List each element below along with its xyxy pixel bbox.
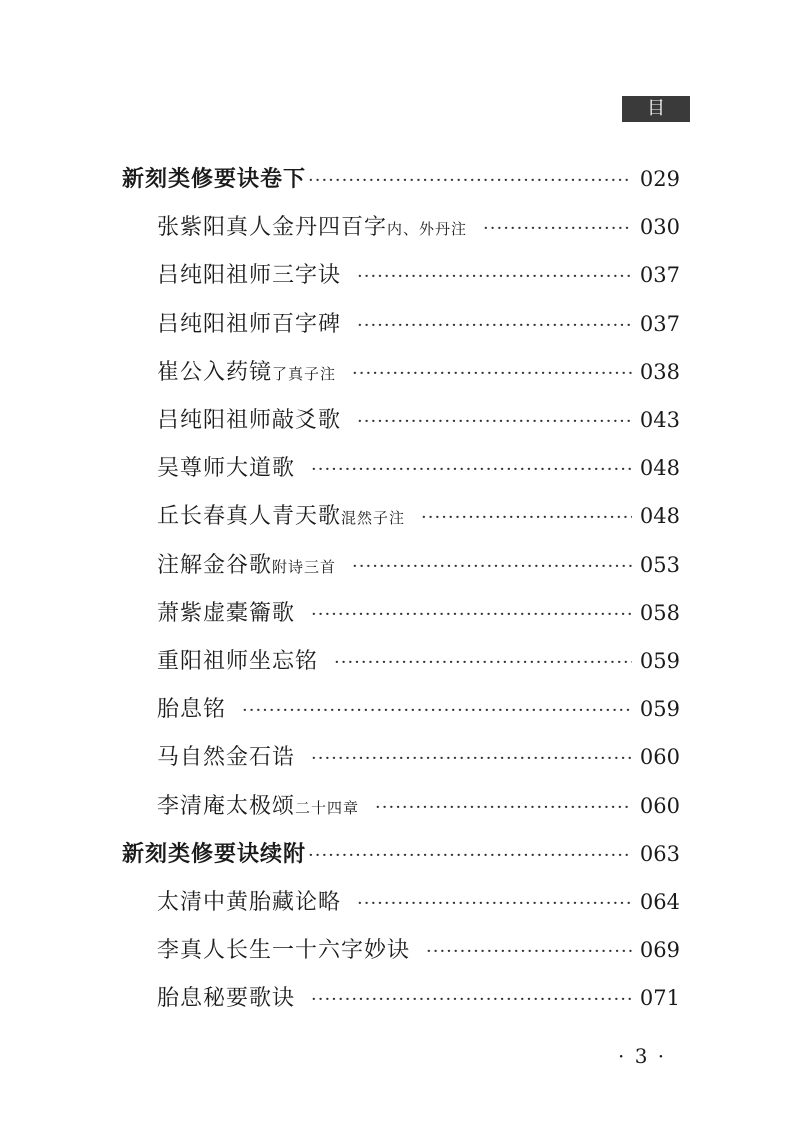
- toc-entry-row: [157, 689, 680, 729]
- toc-page-number: 048: [639, 456, 680, 481]
- toc-entry-row: [157, 352, 680, 392]
- toc-entry-title: 胎息秘要歌诀: [157, 986, 296, 1012]
- toc-page-number: 043: [639, 408, 680, 432]
- dot-leader: [357, 402, 632, 442]
- toc-page-number: 063: [639, 841, 680, 866]
- toc-entry-title: 胎息铭: [157, 697, 227, 723]
- toc-entry-row: [157, 641, 680, 681]
- toc-page-number: 029: [639, 167, 680, 191]
- toc-page-number: 058: [639, 600, 680, 625]
- toc-page-number: 030: [639, 215, 680, 240]
- dot-leader: [242, 691, 632, 731]
- toc-entry-note: 混然子注: [341, 509, 406, 528]
- dot-leader: [308, 836, 632, 876]
- dot-leader: [308, 161, 632, 201]
- toc-entry-row: [157, 882, 680, 922]
- toc-page-number: 060: [639, 745, 680, 770]
- toc-page-number: 038: [639, 359, 680, 384]
- toc-entry-row: [157, 737, 680, 777]
- toc-page-number: 048: [639, 504, 680, 529]
- toc-entry-note: 附诗三首: [272, 557, 337, 576]
- toc-entry-row: [157, 255, 680, 295]
- page-number-folio: · 3 ·: [618, 1044, 667, 1068]
- dot-leader: [352, 547, 632, 587]
- toc-entry-title: 吕纯阳祖师三字诀: [157, 263, 342, 289]
- toc-entry-note: 内、外丹注: [387, 220, 468, 239]
- dot-leader: [311, 739, 632, 779]
- toc-entry-row: [157, 207, 680, 247]
- toc-page-number: 060: [639, 793, 680, 818]
- toc-page-number: 037: [639, 263, 680, 288]
- toc-page-number: 053: [639, 552, 680, 577]
- dot-leader: [426, 932, 632, 972]
- dot-leader: [357, 306, 632, 346]
- toc-entry-row: [157, 400, 680, 440]
- toc-page-number: 059: [639, 697, 680, 722]
- toc-page-number: 071: [639, 986, 680, 1011]
- toc-entry-title: 李真人长生一十六字妙诀: [157, 938, 411, 964]
- toc-page-number: 069: [639, 938, 680, 963]
- toc-entry-title: 崔公入药镜: [157, 359, 273, 385]
- toc-entry-title: 太清中黄胎藏论略: [157, 890, 342, 915]
- toc-section-row: [122, 834, 680, 874]
- toc-entry-note: 二十四章: [295, 798, 360, 817]
- toc-entry-row: [157, 930, 680, 970]
- toc-entry-title: 张紫阳真人金丹四百字: [157, 215, 388, 241]
- toc-entry-title: 马自然金石诰: [157, 745, 296, 771]
- dot-leader: [421, 498, 632, 538]
- toc-entry-title: 吕纯阳祖师百字碑: [157, 311, 342, 337]
- dot-leader: [311, 595, 632, 635]
- dot-leader: [375, 788, 632, 828]
- toc-entry-row: [157, 593, 680, 633]
- toc-entry-row: [157, 448, 680, 488]
- toc-entry-row: [157, 545, 680, 585]
- toc-entry-row: [157, 978, 680, 1018]
- toc-entry-title: 吴尊师大道歌: [157, 456, 296, 482]
- toc-page-number: 064: [639, 890, 680, 914]
- dot-leader: [357, 257, 632, 297]
- toc-entry-title: 重阳祖师坐忘铭: [157, 649, 319, 674]
- dot-leader: [334, 643, 632, 683]
- toc-page-number: 037: [639, 311, 680, 336]
- toc-section-row: [122, 159, 680, 199]
- toc-entry-title: 萧紫虚橐籥歌: [157, 600, 296, 626]
- dot-leader: [483, 209, 632, 249]
- dot-leader: [357, 884, 632, 924]
- toc-entry-note: 了真子注: [272, 364, 337, 383]
- toc-entry-row: [157, 786, 680, 826]
- toc-entry-row: [157, 496, 680, 536]
- section-header-tag: 目 录: [622, 96, 690, 122]
- dot-leader: [311, 980, 632, 1020]
- toc-page-number: 059: [639, 649, 680, 673]
- toc-entry-title: 李清庵太极颂: [157, 793, 296, 819]
- dot-leader: [352, 354, 632, 394]
- toc-entry-title: 吕纯阳祖师敲爻歌: [157, 408, 342, 433]
- toc-entry-title: 注解金谷歌: [157, 552, 273, 578]
- toc-section-title: 新刻类修要诀续附: [122, 840, 307, 867]
- toc-entry-row: [157, 304, 680, 344]
- dot-leader: [311, 450, 632, 490]
- toc-entry-title: 丘长春真人青天歌: [157, 504, 342, 530]
- toc-section-title: 新刻类修要诀卷下: [122, 166, 307, 192]
